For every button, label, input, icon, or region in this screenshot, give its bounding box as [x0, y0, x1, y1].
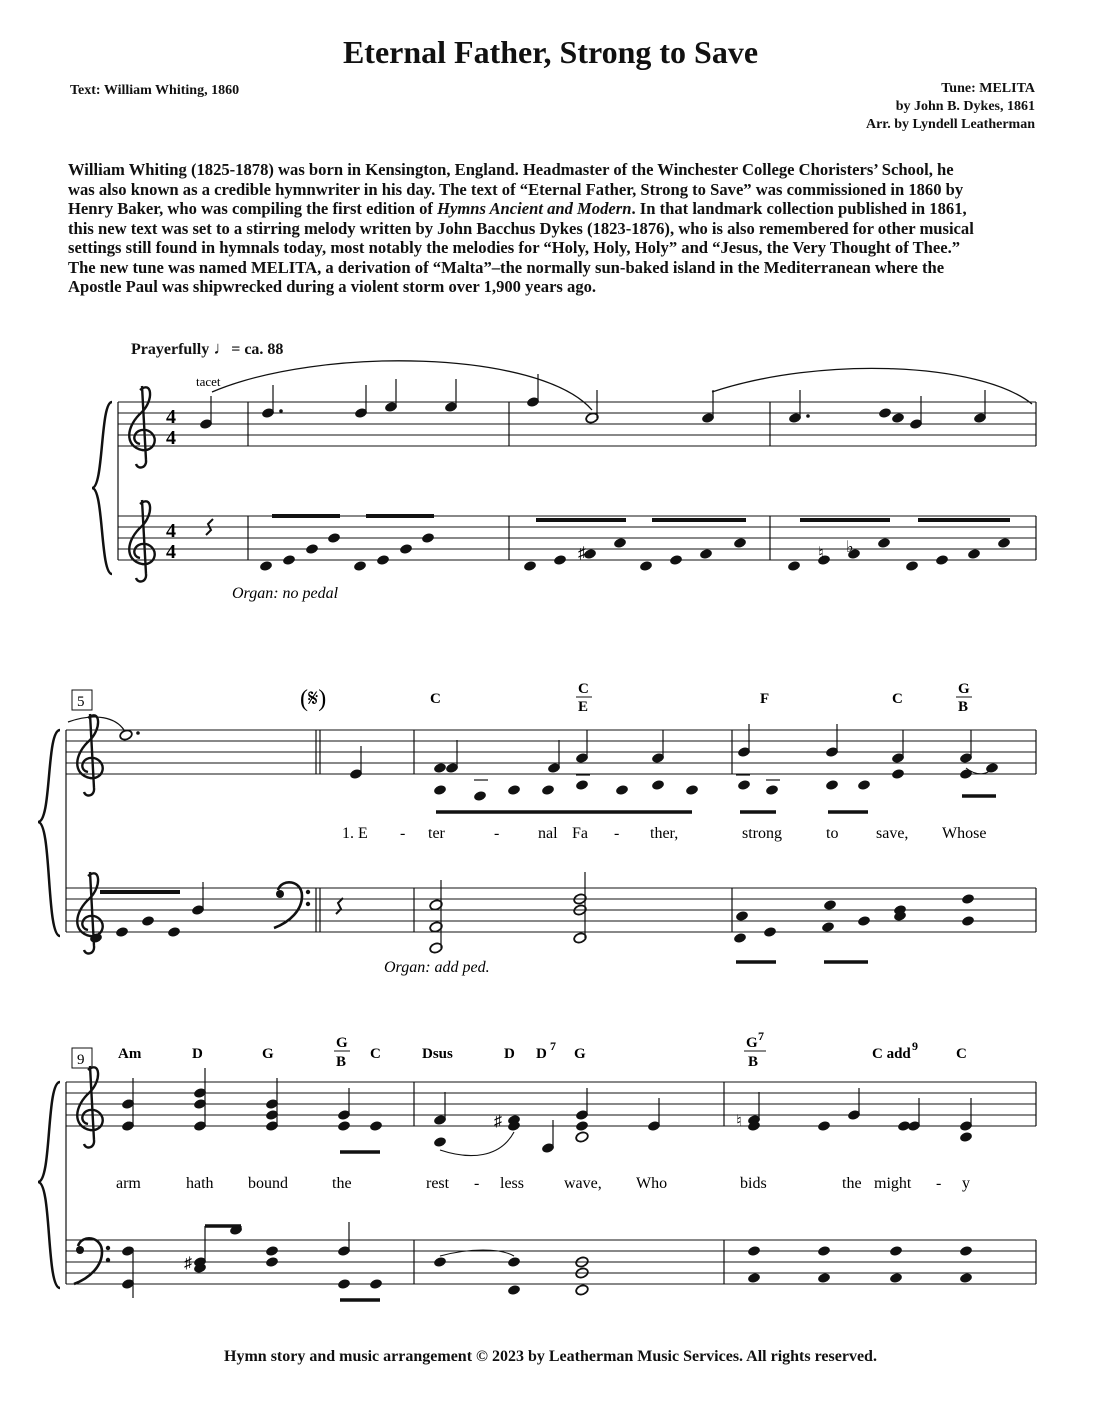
system-3: [38, 1029, 1036, 1300]
chord-symbol: C: [578, 681, 589, 697]
time-sig-bottom: 4: [166, 541, 176, 563]
lower-staff: [66, 888, 1036, 932]
chord-extension: 7: [550, 1039, 556, 1053]
lyric-syllable: ther,: [650, 825, 679, 842]
bass-clef-icon: [74, 1238, 110, 1284]
lyric-syllable: 1. E: [342, 825, 368, 842]
lyric-syllable: less: [500, 1175, 524, 1192]
lyric-syllable: Whose: [942, 825, 987, 842]
metronome-value: = ca. 88: [231, 341, 284, 358]
lyric-hyphen: -: [936, 1175, 942, 1192]
quarter-rest-icon: [336, 898, 343, 914]
treble-clef-icon: [129, 386, 154, 467]
treble-clef-icon: [129, 500, 154, 581]
chord-symbol: B: [958, 699, 969, 715]
system-2: [38, 681, 1036, 976]
tune-name: Tune: MELITA: [941, 81, 1035, 96]
chord-symbol: B: [336, 1054, 347, 1070]
lyric-syllable: hath: [186, 1175, 214, 1192]
treble-clef-icon: [77, 714, 102, 795]
chord-symbol: G: [262, 1046, 274, 1062]
measure-number: 9: [77, 1052, 85, 1068]
treble-staff: [66, 1082, 1036, 1126]
time-sig-bottom: 4: [166, 427, 176, 449]
story-line: Apostle Paul was shipwrecked during a violent storm over 1,900 years ago.: [68, 277, 597, 296]
lyric-syllable: y: [962, 1175, 970, 1192]
quarter-note-icon: ♩: [213, 338, 232, 358]
lyric-hyphen: -: [614, 825, 620, 842]
lyric-syllable: strong: [742, 825, 782, 842]
chord-symbol: E: [578, 699, 589, 715]
treble-staff: [118, 402, 1036, 446]
grand-staff-brace: [92, 402, 112, 574]
sharp-icon: ♯: [578, 545, 586, 562]
copyright-footer: Hymn story and music arrangement © 2023 by Leatherman Music Services. All rights reserved.: [224, 1348, 877, 1365]
lyric-syllable: save,: [876, 825, 909, 842]
chord-extension: 7: [758, 1029, 764, 1043]
chord-symbol: D: [536, 1046, 547, 1062]
measure-number: 5: [77, 694, 85, 710]
chord-symbol: C: [430, 691, 441, 707]
organ-no-pedal-label: Organ: no pedal: [232, 585, 339, 602]
chord-symbol: G: [336, 1035, 348, 1051]
lyric-hyphen: -: [474, 1175, 480, 1192]
segno-sign: (𝄋): [300, 686, 327, 712]
chord-symbol: Dsus: [422, 1046, 453, 1062]
lyric-syllable: arm: [116, 1175, 141, 1192]
time-sig-top: 4: [166, 406, 176, 428]
melody-notes: [68, 717, 999, 812]
tempo-word: Prayerfully: [131, 341, 210, 358]
story-text: . In that landmark collection published in 1861,: [631, 199, 967, 218]
story-line: William Whiting (1825-1878) was born in Kensington, England. Headmaster of the Winchester College Choristers’ School, he: [68, 160, 954, 179]
chord-symbol: B: [748, 1054, 759, 1070]
chord-symbol: C: [956, 1046, 967, 1062]
melody-notes: [121, 1068, 973, 1156]
text-credit: Text: William Whiting, 1860: [70, 83, 240, 98]
accompaniment-notes: [89, 872, 975, 962]
lyric-syllable: wave,: [564, 1175, 602, 1192]
grand-staff-brace: [38, 730, 60, 936]
lyric-syllable: bids: [740, 1175, 767, 1192]
composer-credit: by John B. Dykes, 1861: [895, 99, 1035, 114]
chord-symbol: Am: [118, 1046, 142, 1062]
lyric-syllable: the: [842, 1175, 862, 1192]
lyric-syllable: ter: [428, 825, 445, 842]
chord-symbol: C: [370, 1046, 381, 1062]
lyric-hyphen: -: [494, 825, 500, 842]
lyrics-line: [342, 825, 986, 842]
lyric-syllable: might: [874, 1175, 912, 1192]
lyric-syllable: nal: [538, 825, 558, 842]
lyric-syllable: rest: [426, 1175, 450, 1192]
grand-staff-brace: [38, 1082, 60, 1288]
lyric-syllable: the: [332, 1175, 352, 1192]
tenuto-marks: [474, 775, 780, 780]
tacet-label: tacet: [196, 374, 221, 389]
accompaniment-notes: [121, 1222, 973, 1300]
chord-symbol: G: [746, 1035, 758, 1051]
lyric-syllable: Fa: [572, 825, 588, 842]
system-1: [92, 361, 1036, 602]
hymn-title: Eternal Father, Strong to Save: [342, 34, 759, 70]
chord-symbol: G: [574, 1046, 586, 1062]
svg-text:♯: ♯: [184, 1255, 192, 1272]
chord-symbol: G: [958, 681, 970, 697]
bass-staff: [66, 1240, 1036, 1284]
lyric-syllable: to: [826, 825, 839, 842]
organ-add-ped-label: Organ: add ped.: [384, 959, 490, 976]
arranger-credit: Arr. by Lyndell Leatherman: [865, 117, 1035, 132]
phrase-slur: [712, 368, 1032, 404]
lyrics-line: [116, 1175, 970, 1192]
chord-symbol: C add: [872, 1046, 911, 1062]
chord-symbol: F: [760, 691, 770, 707]
story-text: Henry Baker, who was compiling the first edition of: [68, 199, 438, 218]
story-line: settings still found in hymnals today, most notably the melodies for “Holy, Holy, Holy” and “Jesus, the Very Thought of Thee.”: [68, 238, 961, 257]
time-sig-top: 4: [166, 520, 176, 542]
lyric-syllable: Who: [636, 1175, 668, 1192]
book-title: Hymns Ancient and Modern: [437, 199, 632, 218]
svg-text:♮: ♮: [736, 1113, 742, 1130]
chord-symbol: C: [892, 691, 903, 707]
chord-extension: 9: [912, 1039, 918, 1053]
lower-treble-staff: [118, 516, 1036, 560]
chord-symbol: D: [504, 1046, 515, 1062]
treble-clef-icon: [77, 1066, 102, 1147]
flat-icon: ♭: [846, 539, 854, 556]
story-line: this new text was set to a stirring melody written by John Bacchus Dykes (1823-1876), who is also remembered for other musical: [68, 218, 974, 238]
svg-text:♯: ♯: [494, 1113, 502, 1130]
accompaniment-notes: [206, 516, 1010, 535]
lyric-syllable: bound: [248, 1175, 288, 1192]
natural-icon: ♮: [818, 545, 824, 562]
story-line: The new tune was named MELITA, a derivation of “Malta”–the normally sun-baked island in the Mediterranean where the: [68, 257, 945, 277]
chord-symbol: D: [192, 1046, 203, 1062]
story-line: was also known as a credible hymnwriter in his day. The text of “Eternal Father, Strong to Save” was commissioned in 1860 by: [68, 179, 964, 199]
lyric-hyphen: -: [400, 825, 406, 842]
